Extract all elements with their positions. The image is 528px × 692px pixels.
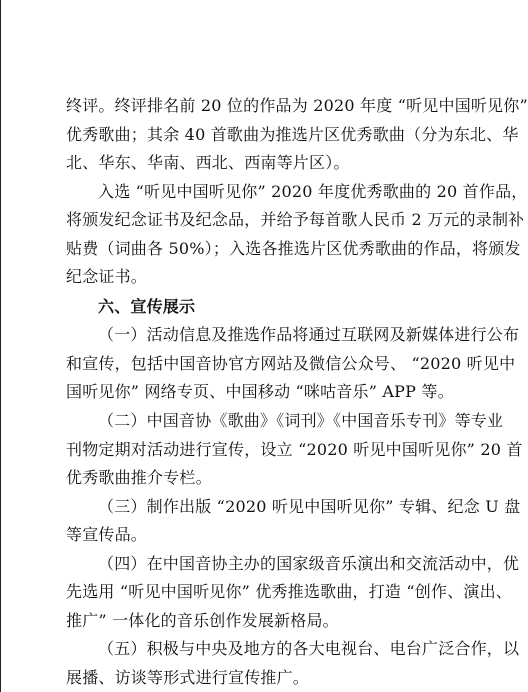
text-line: 终评。终评排名前 20 位的作品为 2020 年度 “听见中国听见你” — [66, 96, 528, 115]
text-line: 入选 “听见中国听见你” 2020 年度优秀歌曲的 20 首作品， — [98, 181, 528, 201]
section-heading: 六、宣传展示 — [98, 296, 196, 316]
text-line: （五）积极与中央及地方的各大电视台、电台广泛合作，以 — [98, 639, 520, 659]
text-line: 推广” 一体化的音乐创作发展新格局。 — [66, 610, 339, 630]
text-line: 先选用 “听见中国听见你” 优秀推选歌曲，打造 “创作、演出、 — [66, 582, 512, 602]
text-line: （一）活动信息及推选作品将通过互联网及新媒体进行公布 — [98, 325, 520, 345]
text-line: （三）制作出版 “2020 听见中国听见你” 专辑、纪念 U 盘 — [98, 496, 521, 516]
text-line: 优秀歌曲推介专栏。 — [66, 468, 212, 488]
text-line: （二）中国音协《歌曲》《词刊》《中国音乐专刊》等专业 — [98, 411, 504, 431]
text-line: 展播、访谈等形式进行宣传推广。 — [66, 668, 310, 687]
text-line: 国听见你” 网络专页、中国移动 “咪咕音乐” APP 等。 — [66, 382, 454, 402]
text-line: 北、华东、华南、西北、西南等片区）。 — [66, 153, 350, 173]
text-line: 等宣传品。 — [66, 525, 148, 545]
text-line: 贴费（词曲各 50%）；入选各推选片区优秀歌曲的作品，将颁发 — [66, 238, 521, 258]
text-line: 和宣传，包括中国音协官方网站及微信公众号、 “2020 听见中 — [66, 353, 516, 373]
text-line: 刊物定期对活动进行宣传，设立 “2020 听见中国听见你” 20 首 — [66, 439, 523, 459]
text-line: 将颁发纪念证书及纪念品，并给予每首歌人民币 2 万元的录制补 — [66, 210, 525, 230]
text-line: 纪念证书。 — [66, 267, 148, 287]
page-left-border — [0, 0, 1, 692]
text-line: （四）在中国音协主办的国家级音乐演出和交流活动中，优 — [98, 553, 520, 573]
text-line: 优秀歌曲；其余 40 首歌曲为推选片区优秀歌曲（分为东北、华 — [66, 124, 519, 144]
